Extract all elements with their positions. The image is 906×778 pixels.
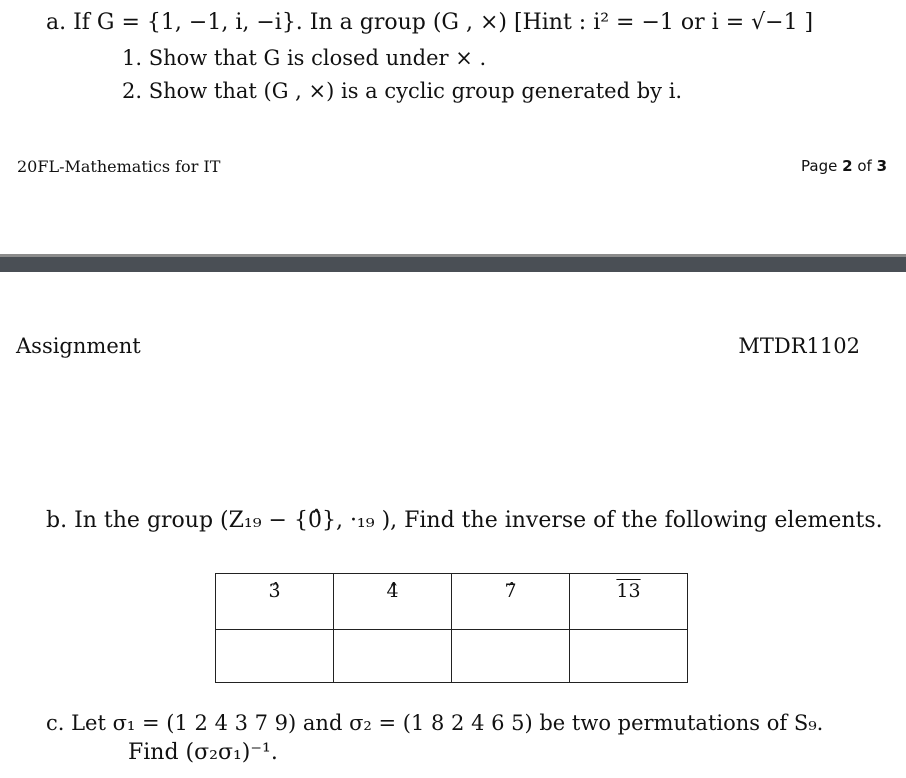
table-answer-cell[interactable]	[452, 630, 570, 683]
question-b-text: b. In the group (Z₁₉ − {0̂}, ·₁₉ ), Find the inverse of the following elements.	[46, 508, 883, 533]
header-course-code: MTDR1102	[738, 334, 860, 358]
table-header-text: 13	[616, 580, 641, 602]
page-total: 3	[876, 157, 887, 175]
table-answer-cell[interactable]	[570, 630, 688, 683]
table-answer-cell[interactable]	[334, 630, 452, 683]
page-prefix: Page	[801, 157, 843, 175]
table-header-cell: 4̂	[334, 574, 452, 630]
footer-page-number	[801, 157, 887, 175]
table-header-cell	[570, 574, 688, 630]
question-c-text: c. Let σ₁ = (1 2 4 3 7 9) and σ₂ = (1 8 2 4 6 5) be two permutations of S₉.	[46, 711, 824, 735]
table-header-cell: 3̂	[216, 574, 334, 630]
inverse-table	[215, 573, 688, 683]
table-answer-cell[interactable]	[216, 630, 334, 683]
page-break-divider	[0, 254, 906, 272]
table-answer-row	[216, 630, 688, 683]
question-c-find: Find (σ₂σ₁)⁻¹.	[128, 740, 278, 765]
question-a-text: a. If G = {1, −1, i, −i}. In a group (G , ×) [Hint : i² = −1 or i = √−1 ]	[46, 10, 814, 35]
table-header-cell: 7̂	[452, 574, 570, 630]
footer-course: 20FL-Mathematics for IT	[17, 157, 221, 176]
header-assignment: Assignment	[16, 334, 141, 358]
question-a-item-2: 2. Show that (G , ×) is a cyclic group generated by i.	[122, 79, 683, 103]
page-current: 2	[842, 157, 853, 175]
table-header-row	[216, 574, 688, 630]
question-a-item-1: 1. Show that G is closed under × .	[122, 46, 487, 70]
page-middle: of	[852, 157, 877, 175]
